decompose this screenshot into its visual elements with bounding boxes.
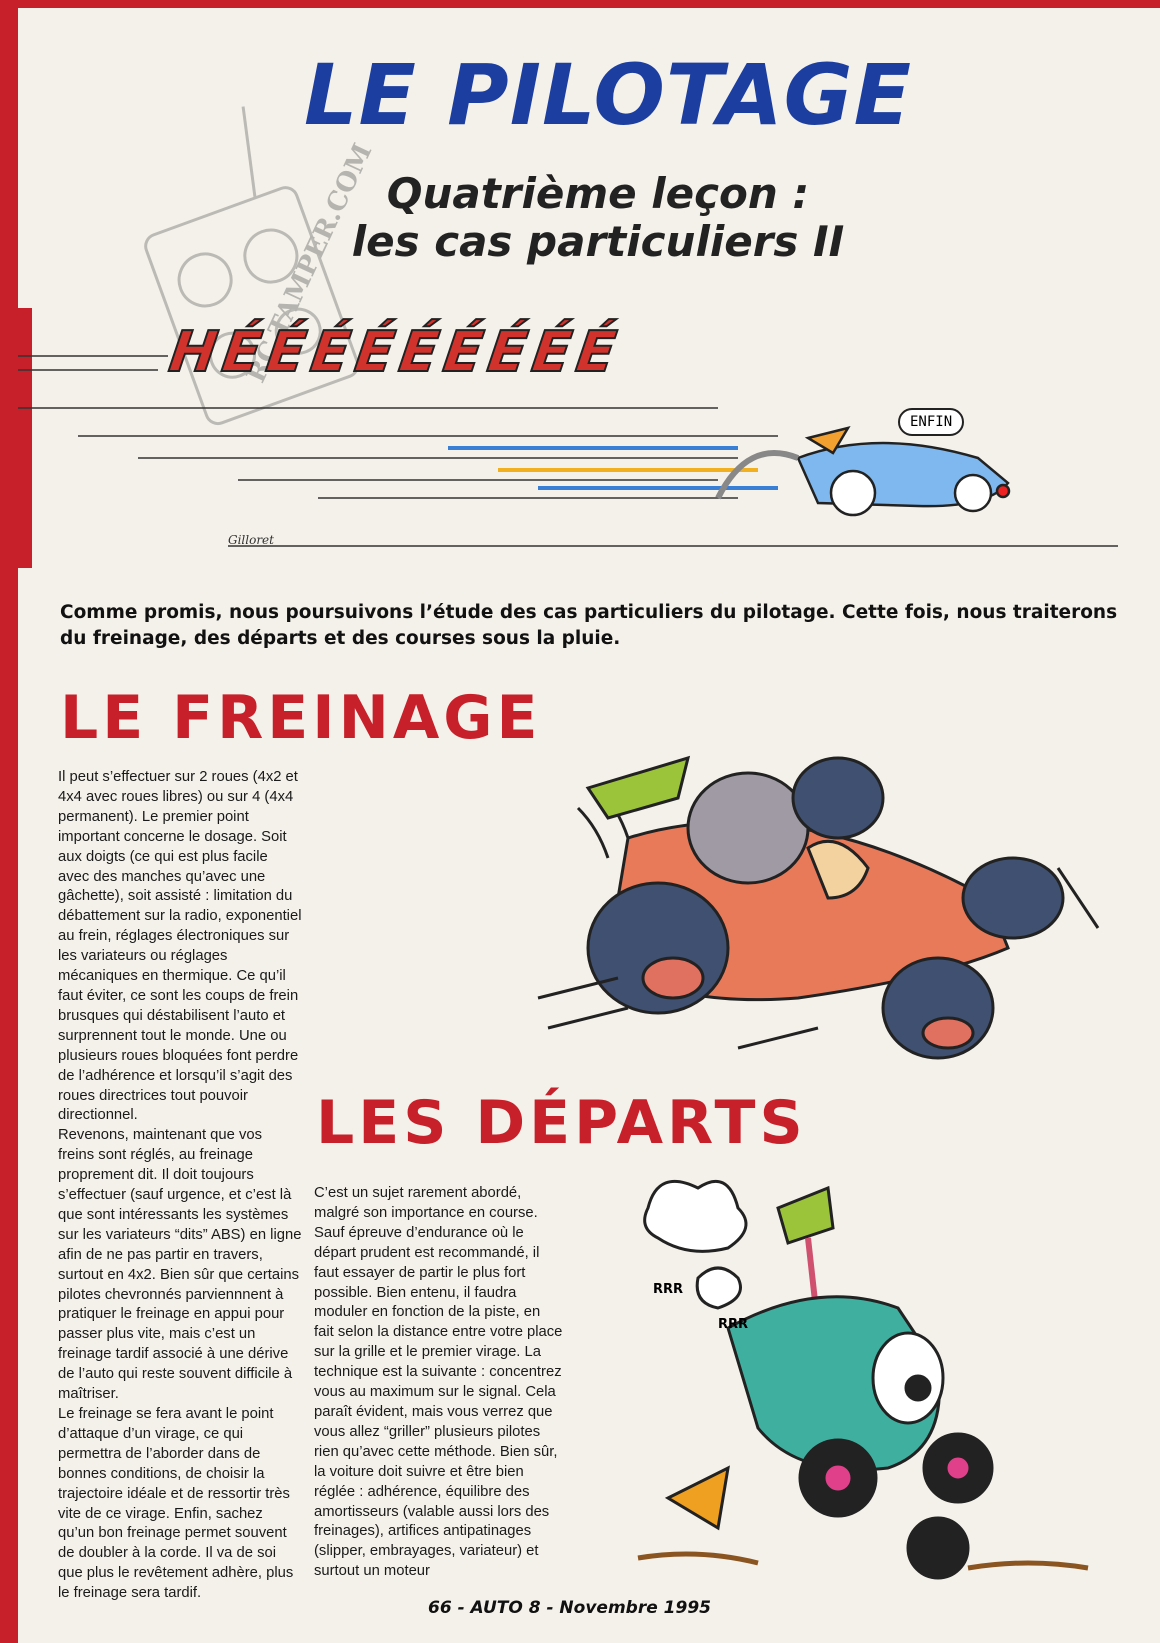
braking-car-illustration	[538, 748, 1138, 1088]
freinage-paragraph-2: Revenons, maintenant que vos freins sont réglés, au freinage proprement dit. Il doit toujours s’effectuer (sauf urgence, et c’est là que sont intéressants les systèmes sur les variateurs “dits” ABS) en ligne afin de ne pas partir en travers, surtout en 4x2. Bien sûr que certains pilotes chevronnés parviennnent à pratiquer le freinage en appui pour passer plus vite, mais c’est un freinage tardif associé à une dérive de l’auto qui reste souvent difficile à maîtriser.	[58, 1127, 302, 1403]
page-title: LE PILOTAGE	[303, 46, 913, 144]
page-subtitle	[218, 170, 978, 266]
speech-bubble: ENFIN	[898, 408, 964, 436]
magazine-page	[18, 8, 1160, 1643]
intro-paragraph: Comme promis, nous poursuivons l’étude des cas particuliers du pilotage. Cette fois, nous traiterons du freinage, des départs et des courses sous la pluie.	[60, 602, 1118, 649]
heading-departs: LES DÉPARTS	[316, 1088, 807, 1158]
departs-paragraph: C’est un sujet rarement abordé, malgré son importance en course. Sauf épreuve d’endurance où le départ prudent est recommandé, il faut essayer de partir le plus fort possible. Bien entenu, il faudra moduler en fonction de la piste, en fait selon la distance entre votre place sur la grille et le premier virage. La technique est la suivante : concentrez vous au maximum sur le signal. Cela paraît évident, mais vous verrez que vous allez “griller” plusieurs pilotes rien qu’avec cette méthode. Bien sûr, la voiture doit suivre et être bien réglée : adhérence, équilibre des amortisseurs (valable aussi lors des freinages), artifices antipatinages (slipper, embrayages, variateur) et surtout un moteur	[314, 1185, 563, 1580]
freinage-column	[58, 768, 302, 1602]
departs-column	[314, 1184, 564, 1582]
watermark-text: RC.TAMPER.COM	[241, 139, 379, 388]
freinage-paragraph-3: Le freinage se fera avant le point d’attaque d’un virage, ce qui permettra de l’aborder dans de bonnes conditions, de choisir la trajectoire idéale et de ressortir très vite de ce virage. Enfin, sachez qu’un bon freinage permet souvent de doubler à la corde. Il va de soi que plus le revêtement adhère, plus le freinage sera tardif.	[58, 1406, 294, 1602]
freinage-paragraph-1: Il peut s’effectuer sur 2 roues (4x2 et 4x4 avec roues libres) ou sur 4 (4x4 permanent). Le premier point important concerne le dosage. Soit aux doigts (ce qui est plus facile avec des manches qu’avec une gâchette), soit assisté : limitation du débattement sur la radio, exponentiel au frein, réglages électroniques sur les variateurs ou réglages mécaniques en thermique. Ce qu’il faut éviter, ce sont les coups de frein brusques qui déstabilisent l’auto et surprennent tout le monde. Une ou plusieurs roues bloquées font perdre de l’adhérence et lorsqu’il s’agit des roues directrices tout pouvoir directionnel.	[58, 769, 302, 1124]
heading-freinage: LE FREINAGE	[60, 683, 542, 753]
starting-car-illustration	[638, 1168, 1098, 1588]
comic-shout-text: HÉÉÉÉÉÉÉÉÉ	[165, 320, 626, 385]
artist-signature: Gilloret	[228, 533, 274, 547]
subtitle-line-2: les cas particuliers II	[351, 217, 845, 266]
engine-sound-2: RRR	[718, 1317, 749, 1332]
page-footer: 66 - AUTO 8 - Novembre 1995	[428, 1598, 711, 1618]
subtitle-line-1: Quatrième leçon :	[386, 169, 810, 218]
engine-sound-1: RRR	[653, 1282, 684, 1297]
top-comic-illustration	[18, 308, 1160, 558]
